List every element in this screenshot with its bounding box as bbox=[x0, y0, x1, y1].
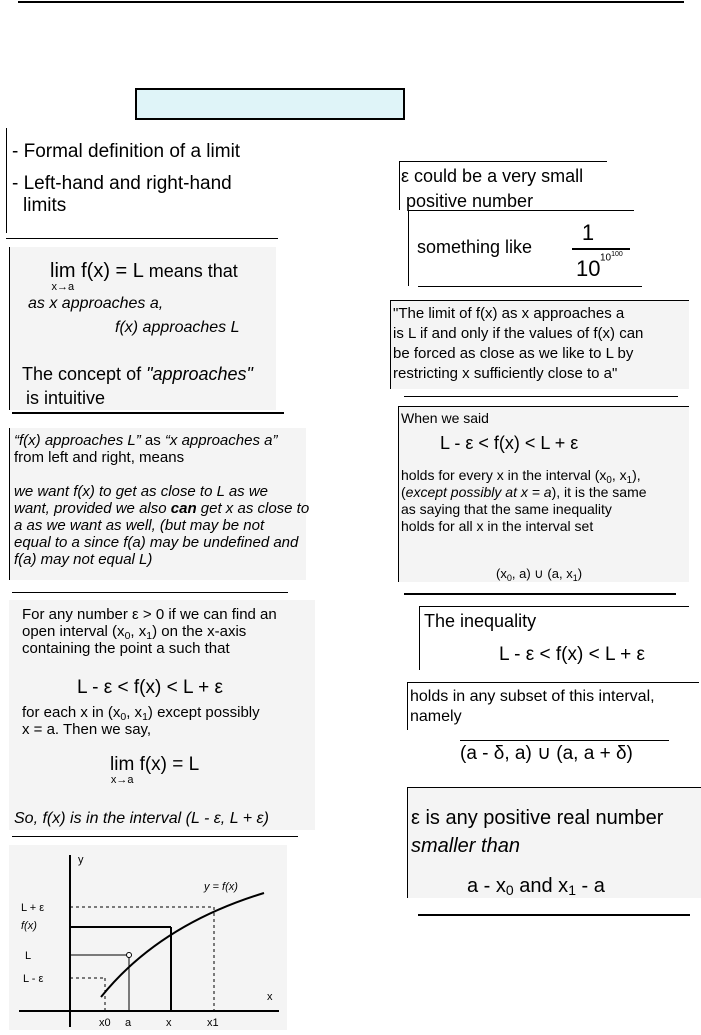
when-line-3c: ), it is the same bbox=[551, 484, 647, 500]
definition-line-2a: open interval (x bbox=[22, 623, 125, 640]
y-axis-label: y bbox=[78, 854, 84, 866]
left-right-line-6: equal to a since f(a) may be undefined and bbox=[14, 534, 299, 551]
eps-small-top bbox=[399, 161, 607, 162]
left-right-line-5a: a as we want as well, ( bbox=[14, 517, 165, 534]
left-right-line-4b: get x as close to bbox=[196, 500, 310, 517]
concept-line-2: is intuitive bbox=[26, 388, 106, 408]
subset-top bbox=[407, 682, 699, 683]
topic-limits: limits bbox=[23, 195, 67, 216]
definition-line-4a: for each x in (x bbox=[22, 704, 121, 721]
left-right-line-7: f(a) may not equal L) bbox=[14, 551, 153, 568]
graph-panel bbox=[9, 845, 287, 1030]
definition-line-5: x = a. Then we say, bbox=[22, 721, 152, 738]
eps-minus-a: - a bbox=[575, 875, 605, 897]
when-interval-set bbox=[496, 566, 582, 581]
title-box bbox=[135, 88, 405, 120]
tick-fx: f(x) bbox=[21, 920, 37, 932]
when-sub-0: 0 bbox=[606, 475, 612, 486]
fraction-denominator: 10 bbox=[576, 256, 601, 281]
when-line-5: holds for all x in the interval set bbox=[401, 518, 594, 534]
when-line-4: as saying that the same inequality bbox=[401, 501, 612, 517]
left-right-text bbox=[14, 432, 310, 568]
definition-line-1: For any number ε > 0 if we can find an bbox=[22, 606, 277, 623]
definition-line-4b: , x bbox=[126, 704, 143, 721]
epsilon-rule bbox=[418, 914, 690, 916]
when-line-2a: holds for every x in the interval (x bbox=[401, 467, 607, 483]
quote-line-2: is L if and only if the values of f(x) can bbox=[393, 325, 644, 342]
topic-left-right: - Left-hand and right-hand bbox=[12, 173, 232, 194]
sub-0: 0 bbox=[124, 630, 131, 642]
set-sub-1: 1 bbox=[572, 573, 578, 583]
sub-0b: 0 bbox=[120, 711, 127, 723]
something-rule bbox=[418, 286, 642, 287]
eps-small-line-1: ε could be a very small bbox=[401, 166, 584, 186]
epsilon-line-1: ε is any positive real number bbox=[411, 807, 664, 829]
top-rule bbox=[18, 1, 684, 3]
epsilon-line-3 bbox=[467, 874, 605, 898]
topics-list bbox=[12, 141, 240, 217]
definition-rule bbox=[12, 836, 298, 837]
quote-x-approaches: “x approaches a” bbox=[164, 432, 278, 449]
tick-x0: x0 bbox=[99, 1017, 111, 1029]
lim-subscript: x→a bbox=[51, 281, 75, 293]
exp-base: 10 bbox=[600, 252, 612, 264]
tick-l: L bbox=[25, 950, 32, 962]
definition-text bbox=[22, 606, 277, 657]
when-sub-1: 1 bbox=[626, 475, 633, 486]
when-line-3b: except possibly at x = a bbox=[405, 484, 552, 500]
quote-line-4: restricting x sufficiently close to a" bbox=[393, 365, 618, 382]
topics-border bbox=[6, 128, 7, 233]
quote-line-3: be forced as close as we like to L by bbox=[393, 345, 634, 362]
concept-text: The concept of bbox=[22, 364, 147, 384]
definition-line-4c: ) except possibly bbox=[147, 704, 260, 721]
interval-overline bbox=[460, 740, 669, 741]
lim-box-rule bbox=[12, 412, 284, 414]
fraction-exponent bbox=[600, 250, 623, 263]
topics-rule bbox=[6, 238, 278, 239]
something-border bbox=[408, 210, 409, 286]
left-right-line-2: from left and right, means bbox=[14, 449, 185, 466]
exp-power: 100 bbox=[611, 251, 623, 258]
inequality-border bbox=[419, 606, 420, 670]
lim-word: lim bbox=[50, 260, 76, 282]
fraction-numerator: 1 bbox=[581, 220, 595, 245]
definition-so: So, f(x) is in the interval (L - ε, L + ε) bbox=[14, 810, 269, 827]
quote-rule bbox=[404, 396, 678, 397]
left-right-can: can bbox=[170, 500, 197, 517]
set-sub-0: 0 bbox=[506, 573, 512, 583]
left-right-line-4a: want, provided we also bbox=[14, 500, 171, 517]
something-top bbox=[408, 210, 634, 211]
eps-and-x: and x bbox=[513, 875, 569, 897]
lim-means: means that bbox=[148, 261, 238, 281]
subset-border bbox=[407, 682, 408, 730]
when-line-2c: ), bbox=[632, 467, 641, 483]
concept-approaches: "approaches" bbox=[146, 364, 253, 384]
definition-line-2b: , x bbox=[130, 623, 147, 640]
tick-x: x bbox=[166, 1017, 172, 1029]
lim-expression: f(x) = L bbox=[81, 260, 144, 282]
tick-a: a bbox=[125, 1017, 132, 1029]
concept-line-1 bbox=[22, 363, 253, 385]
definition-line-2c: ) on the x-axis bbox=[152, 623, 247, 640]
set-part-b: , a) ∪ (a, x bbox=[511, 566, 573, 581]
eps-small-border bbox=[399, 161, 400, 210]
when-rule bbox=[404, 593, 676, 595]
set-part-c: ) bbox=[577, 566, 583, 581]
eps-sub-1: 1 bbox=[568, 882, 576, 898]
definition-lim-word: lim bbox=[110, 754, 135, 775]
topic-formal-definition: - Formal definition of a limit bbox=[12, 141, 241, 162]
when-line-2b: , x bbox=[611, 467, 627, 483]
approach-line-1: as x approaches a, bbox=[28, 295, 164, 312]
quote-text bbox=[393, 305, 643, 382]
quote-as: as bbox=[140, 432, 165, 449]
when-line-1: When we said bbox=[401, 410, 489, 426]
curve-label: y = f(x) bbox=[204, 881, 238, 893]
definition-lim-expression: f(x) = L bbox=[139, 754, 200, 775]
limit-graph bbox=[9, 845, 287, 1030]
eps-sub-0: 0 bbox=[505, 882, 514, 898]
tick-x1: x1 bbox=[207, 1017, 219, 1029]
subset-interval: (a - δ, a) ∪ (a, a + δ) bbox=[460, 743, 633, 764]
subset-line-1: holds in any subset of this interval, bbox=[410, 688, 655, 705]
something-like: something like bbox=[417, 237, 533, 257]
definition-text-2 bbox=[22, 704, 260, 738]
approach-line-2: f(x) approaches L bbox=[115, 319, 240, 336]
inequality-expression: L - ε < f(x) < L + ε bbox=[499, 644, 645, 665]
when-inequality: L - ε < f(x) < L + ε bbox=[440, 433, 579, 453]
when-line-3a: ( bbox=[401, 484, 406, 500]
graph-curve bbox=[101, 893, 264, 997]
sub-1b: 1 bbox=[142, 711, 148, 723]
open-point bbox=[127, 953, 132, 958]
eps-small-line-2: positive number bbox=[406, 191, 534, 211]
quote-f-approaches: “f(x) approaches L” bbox=[14, 432, 141, 449]
sub-1: 1 bbox=[146, 630, 153, 642]
subset-line-2: namely bbox=[410, 708, 462, 725]
set-part-a: (x bbox=[496, 566, 507, 581]
inequality-top bbox=[419, 606, 689, 607]
definition-lim-subscript: x→a bbox=[110, 774, 134, 786]
left-right-line-5b: but may be not bbox=[164, 517, 265, 534]
definition-lim bbox=[110, 754, 199, 786]
eps-a-minus-x: a - x bbox=[467, 875, 506, 897]
inequality-title: The inequality bbox=[424, 611, 537, 631]
epsilon-line-2: smaller than bbox=[411, 835, 520, 857]
quote-line-1: "The limit of f(x) as x approaches a bbox=[393, 305, 625, 322]
x-axis-label: x bbox=[267, 991, 273, 1003]
definition-inequality: L - ε < f(x) < L + ε bbox=[77, 677, 223, 698]
left-right-line-3: we want f(x) to get as close to L as we bbox=[14, 483, 269, 500]
tick-l-plus-eps: L + ε bbox=[21, 902, 45, 914]
definition-line-3: containing the point a such that bbox=[22, 640, 230, 657]
tick-l-minus-eps: L - ε bbox=[23, 973, 44, 985]
lim-statement bbox=[50, 259, 238, 293]
left-right-rule bbox=[12, 592, 288, 593]
when-text bbox=[401, 467, 647, 535]
